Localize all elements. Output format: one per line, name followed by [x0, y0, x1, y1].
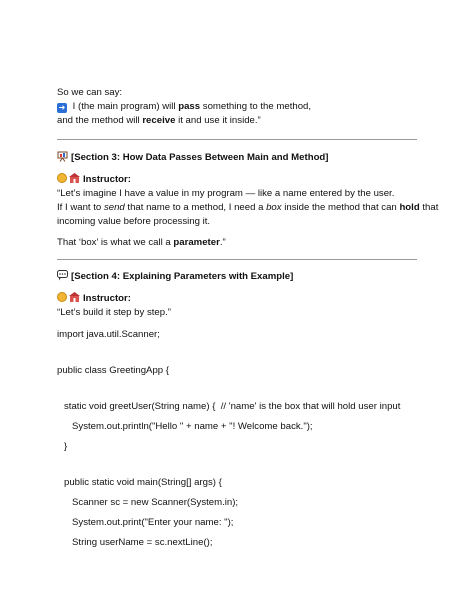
- code-line: }: [64, 441, 68, 452]
- speech-bubble-icon: [57, 270, 68, 286]
- presentation-board-icon: [57, 151, 68, 167]
- code-line: public class GreetingApp {: [57, 365, 169, 376]
- teacher-face-icon: [57, 292, 67, 302]
- code-line: String userName = sc.nextLine();: [72, 537, 213, 548]
- intro-line-2: ➜ I (the main program) will pass something to the method,: [58, 101, 312, 112]
- section-3-para-1-line-3: incoming value before processing it.: [57, 216, 211, 227]
- code-line: System.out.print("Enter your name: ");: [72, 517, 234, 528]
- divider: [57, 259, 417, 260]
- section-4-quote: “Let’s build it step by step.”: [57, 307, 171, 318]
- section-3-para-1-line-2: If I want to send that name to a method, I need a box inside the method that can hold that: [57, 202, 439, 213]
- school-icon: [69, 173, 80, 183]
- code-line: Scanner sc = new Scanner(System.in);: [72, 497, 239, 508]
- intro-line-3: and the method will receive it and use it inside.”: [57, 115, 261, 126]
- section-4-heading: [Section 4: Explaining Parameters with Example]: [57, 270, 417, 286]
- section-3-para-2: That ‘box’ is what we call a parameter.”: [57, 237, 226, 248]
- code-line: static void greetUser(String name) { // 'name' is the box that will hold user input: [64, 401, 401, 412]
- divider: [57, 139, 417, 140]
- section-3-heading: [Section 3: How Data Passes Between Main and Method]: [57, 151, 417, 167]
- teacher-face-icon: [57, 173, 67, 183]
- intro-line-1: So we can say:: [57, 87, 123, 98]
- code-line: System.out.println("Hello " + name + "! Welcome back.");: [72, 421, 313, 432]
- code-line: import java.util.Scanner;: [57, 329, 160, 340]
- school-icon: [69, 292, 80, 302]
- code-line: public static void main(String[] args) {: [64, 477, 222, 488]
- section-4-speaker: Instructor:: [57, 292, 417, 306]
- section-3-speaker: Instructor:: [57, 173, 417, 187]
- right-arrow-icon: ➜: [58, 103, 66, 112]
- section-3-para-1-line-1: “Let’s imagine I have a value in my program — like a name entered by the user.: [57, 188, 395, 199]
